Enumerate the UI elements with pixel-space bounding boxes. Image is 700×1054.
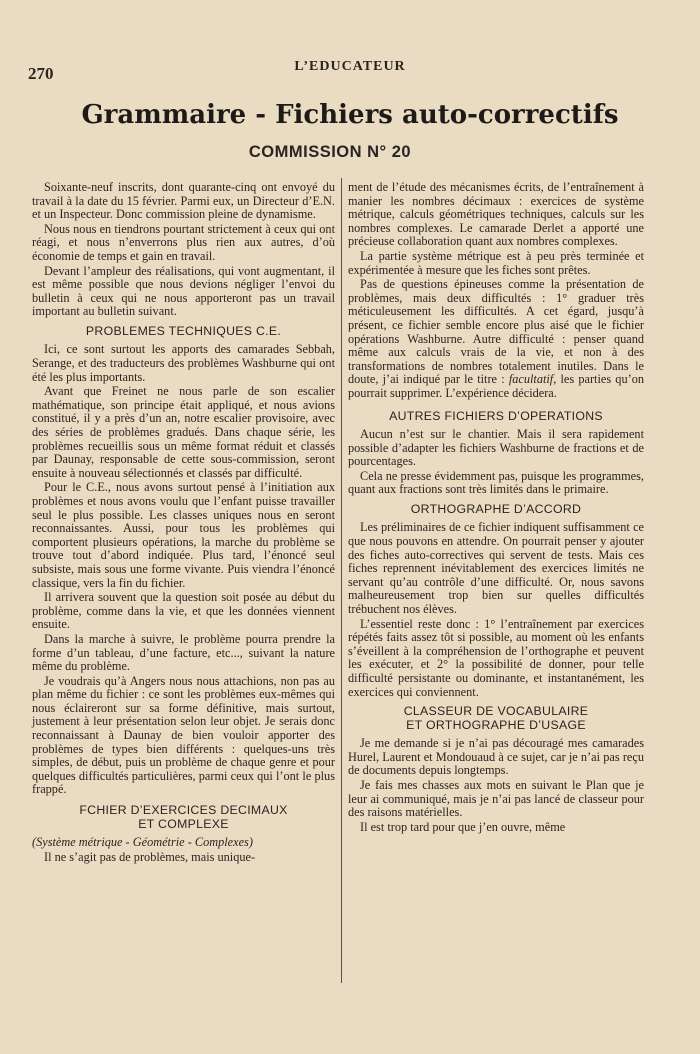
paragraph: Je fais mes chasses aux mots en suivant le Plan que je leur ai communiqué, mais je n’ai pas lancé de classeur pour des raisons matérielles. [348,777,644,820]
section-heading-line: ET ORTHOGRAPHE D’USAGE [406,717,586,732]
right-column [348,181,644,835]
section-heading-line: FCHIER D’EXERCICES DECIMAUX [79,803,288,818]
paragraph: Avant que Freinet ne nous parle de son escalier mathématique, son principe était appliqué, et nous avions constitué, il y a près d’un an, notre escalier provisoire, avec des séries de problèmes gradués. Dans chaque série, les problèmes recueillis sous un même format réduit et classés par Daunay, responsable de cette sous-commission, seront ensuite à nouveau sélectionnés et classés par difficulté. [32,384,335,480]
paragraph: Je voudrais qu’à Angers nous nous attachions, non pas au plan même du fichier : ce sont les problèmes eux-mêmes qui nous éclaireront sur sa forme définitive, mais surtout, justement à leur présentation selon leur objet. Je serais donc reconnaissant à Daunay de bien vouloir apporter des problèmes de types bien différents : quelques-uns très simples, de début, puis un problème de chaque genre et pour quelques difficultés particulières, parmi ceux qui l’ont le plus frappé. [32,673,335,797]
paragraph: La partie système métrique est à peu près terminée et expérimentée à mesure que les fiches sont prêtes. [348,248,644,277]
paragraph [348,278,644,400]
section-heading-line: CLASSEUR DE VOCABULAIRE [403,704,589,719]
section-heading [348,705,644,732]
paragraph: Il ne s’agit pas de problèmes, mais unique- [44,849,256,864]
paragraph: Pour le C.E., nous avons surtout pensé à l’initiation aux problèmes et nous avons voulu que l’enfant puisse travailler seul le plus possible. Les classes uniques nous en seront reconnaissantes. Aussi, pour tous les problèmes qui comportent plusieurs opérations, la marche du problème se trouve tout d’abord indiquée. Plus tard, l’énoncé seul subsiste, mais sous une forme vivante. Puis viendra l’énoncé classique, vers la fin du fichier. [32,480,335,590]
paragraph: Cela ne presse évidemment pas, puisque les programmes, quant aux fractions sont très limités dans le primaire. [348,468,644,497]
paragraph: Je me demande si je n’ai pas découragé mes camarades Hurel, Laurent et Mondouaud à ce sujet, car je n’ai pas reçu de documents depuis longtemps. [348,736,644,778]
paragraph: Ici, ce sont surtout les apports des camarades Sebbah, Serange, et des traducteurs des problèmes Washburne qui ont été les plus importants. [32,342,335,384]
paragraph: Aucun n’est sur le chantier. Mais il sera rapidement possible d’adapter les fichiers Washburne de fractions et de pourcentages. [348,427,644,469]
section-subtitle: (Système métrique - Géométrie - Complexes) [32,835,253,850]
section-heading-line: ET COMPLEXE [138,816,229,831]
article-title: Grammaire - Fichiers auto-correctifs [81,100,619,130]
emphasis: facultatif [508,372,554,387]
section-heading [32,804,335,831]
running-head: L’EDUCATEUR [294,59,406,74]
paragraph: ment de l’étude des mécanismes écrits, de l’entraînement à manier les nombres décimaux : exercices de système métrique, calculs géométriques techniques, calculs sur les nombres complexes. Le camarade Derlet a apporté une précieuse collaboration quant aux nombres complexes. [348,180,644,249]
paragraph: Soixante-neuf inscrits, dont quarante-cinq ont envoyé du travail à la date du 15 février. Parmi eux, un Directeur d’E.N. et un Inspecteur. Donc commission pleine de dynamisme. [32,180,335,222]
section-heading: ORTHOGRAPHE D’ACCORD [410,501,582,516]
paragraph: Devant l’ampleur des réalisations, qui vont augmentant, il est même possible que nous devions négliger l’envoi du bulletin à ceux qui ne nous apporteront pas un travail important au bulletin suivant. [32,263,335,319]
column-divider [341,178,342,983]
text-run: Pas de questions épineuses comme la présentation de problèmes, mais deux difficultés : 1° graduer très méticuleusement les difficultés. A cet égard, jusqu’à présent, ce fichier semble encore plus aisé que le fichier opérations Washburne. Autre difficulté : penser quand même aux calculs vrais de la vie, et non à des transformations de nombres totalement inutiles. Dans le doute, j’ai indiqué par le titre : [348,277,644,387]
page-number: 270 [28,64,54,83]
section-heading: PROBLEMES TECHNIQUES C.E. [85,323,282,338]
paragraph: Il arrivera souvent que la question soit posée au début du problème, comme dans la vie, et que les données viennent ensuite. [32,590,335,632]
section-heading: AUTRES FICHIERS D’OPERATIONS [389,408,603,423]
paragraph: Les préliminaires de ce fichier indiquent suffisamment ce que nous pouvons en attendre. On pourrait penser y ajouter des fiches auto-correctives qui servent de tests. Mais ces fiches reprennent inévitablement des exercices limités ne servant qu’au contrôle d’une difficulté. Or, nous savons malheureusement trop bien sur quelles difficultés trébuchent nos élèves. [348,520,644,617]
paragraph: L’essentiel reste donc : 1° l’entraînement par exercices répétés faits assez tôt si possible, au moment où les enfants s’éveillent à la compréhension de l’orthographe et peuvent les exécuter, et 2° la possibilité de donner, pour telle difficulté persistante ou dominante, et instantanément, les exercices qui conviennent. [348,616,644,699]
paragraph: Nous nous en tiendrons pourtant strictement à ceux qui ont réagi, et nous n’enverrons plus rien aux autres, d’où économie de temps et gain en travail. [32,221,335,263]
paragraph: Dans la marche à suivre, le problème pourra prendre la forme d’un tableau, d’une facture, etc..., suivant la nature même du problème. [32,631,335,674]
paragraph: Il est trop tard pour que j’en ouvre, même [360,819,566,834]
left-column [32,181,335,865]
commission-heading: COMMISSION N° 20 [248,143,412,161]
text-run: , les parties qu’on pourrait supprimer. L’expérience décidera. [348,372,644,400]
